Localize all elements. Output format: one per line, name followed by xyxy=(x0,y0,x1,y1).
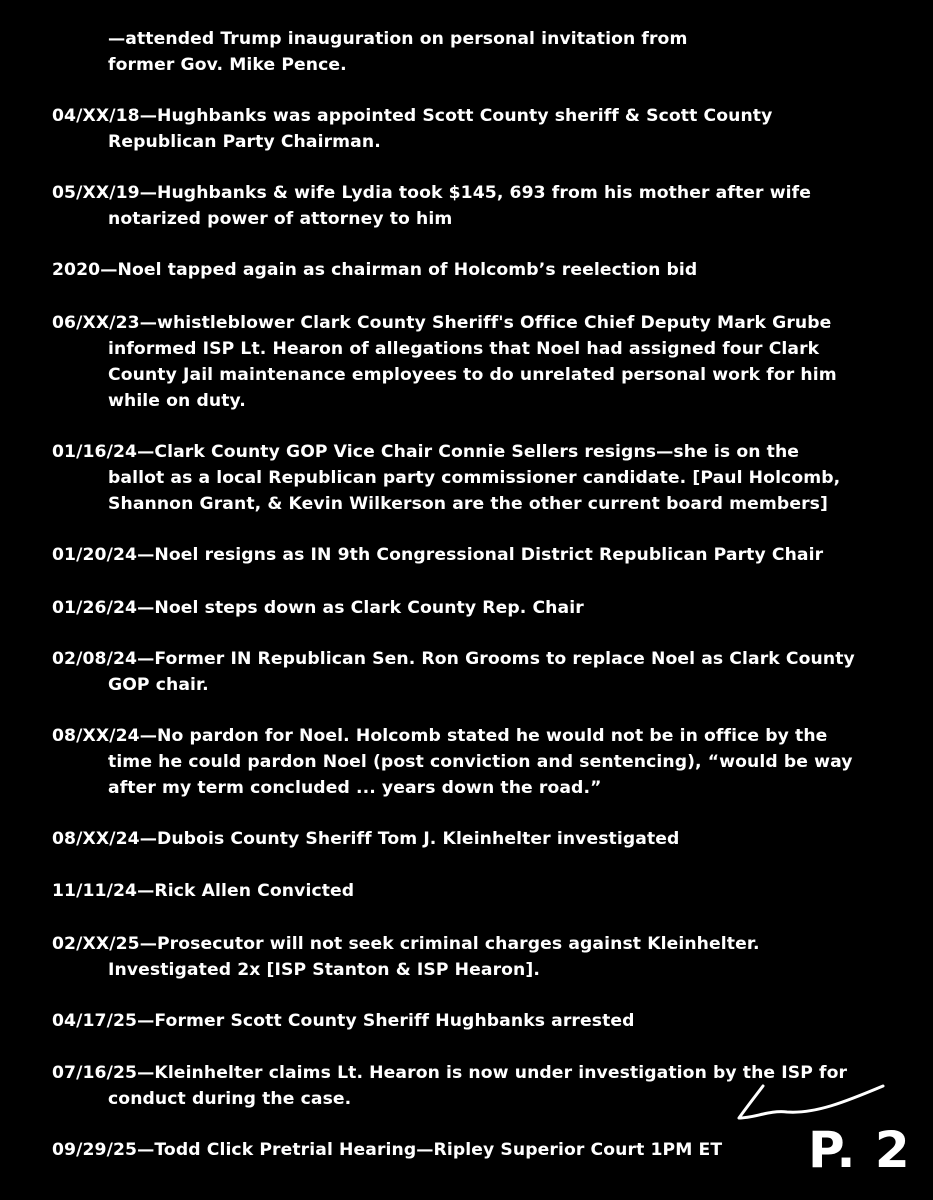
entry-line: 2020—Noel tapped again as chairman of Holcomb’s reelection bid xyxy=(52,260,698,280)
timeline-entry-06-xx-23 xyxy=(52,310,892,414)
entry-line: 08/XX/24—No pardon for Noel. Holcomb stated he would not be in office by the xyxy=(52,726,828,746)
entry-line: County Jail maintenance employees to do unrelated personal work for him xyxy=(108,365,837,385)
entry-line: 07/16/25—Kleinhelter claims Lt. Hearon is now under investigation by the ISP for xyxy=(52,1063,848,1083)
entry-line: GOP chair. xyxy=(108,675,209,695)
timeline-entry-09-29-25 xyxy=(52,1137,892,1163)
timeline-entry-02-xx-25 xyxy=(52,931,892,983)
entry-line: 11/11/24—Rick Allen Convicted xyxy=(52,881,355,901)
timeline-entry-08-xx-24-pardon xyxy=(52,723,892,801)
entry-line: 09/29/25—Todd Click Pretrial Hearing—Ripley Superior Court 1PM ET xyxy=(52,1140,723,1160)
entry-line: informed ISP Lt. Hearon of allegations that Noel had assigned four Clark xyxy=(108,339,820,359)
entry-line: notarized power of attorney to him xyxy=(108,209,453,229)
entry-line: 01/20/24—Noel resigns as IN 9th Congressional District Republican Party Chair xyxy=(52,545,824,565)
entry-line: conduct during the case. xyxy=(108,1089,352,1109)
entry-line: ballot as a local Republican party commissioner candidate. [Paul Holcomb, xyxy=(108,468,841,488)
entry-line: time he could pardon Noel (post conviction and sentencing), “would be way xyxy=(108,752,853,772)
entry-line: Shannon Grant, & Kevin Wilkerson are the other current board members] xyxy=(108,494,828,514)
entry-line: Republican Party Chairman. xyxy=(108,132,381,152)
timeline-entry-inauguration xyxy=(52,26,892,78)
timeline-entry-04-17-25 xyxy=(52,1008,892,1034)
timeline-entry-01-20-24 xyxy=(52,542,892,568)
timeline-entry-04-xx-18 xyxy=(52,103,892,155)
entry-line: 01/26/24—Noel steps down as Clark County Rep. Chair xyxy=(52,598,584,618)
entry-line: former Gov. Mike Pence. xyxy=(108,55,347,75)
entry-line: 08/XX/24—Dubois County Sheriff Tom J. Kleinhelter investigated xyxy=(52,829,680,849)
entry-line: 02/08/24—Former IN Republican Sen. Ron Grooms to replace Noel as Clark County xyxy=(52,649,855,669)
entry-line: —attended Trump inauguration on personal invitation from xyxy=(108,29,688,49)
entry-line: 04/XX/18—Hughbanks was appointed Scott County sheriff & Scott County xyxy=(52,106,773,126)
timeline-entry-02-08-24 xyxy=(52,646,892,698)
entry-line: after my term concluded ... years down the road.” xyxy=(108,778,602,798)
timeline-entry-05-xx-19 xyxy=(52,180,892,232)
timeline-entry-08-xx-24-investigated xyxy=(52,826,892,852)
entry-line: 02/XX/25—Prosecutor will not seek criminal charges against Kleinhelter. xyxy=(52,934,760,954)
entry-line: 06/XX/23—whistleblower Clark County Sheriff's Office Chief Deputy Mark Grube xyxy=(52,313,832,333)
timeline-entry-2020 xyxy=(52,257,892,283)
entry-line: while on duty. xyxy=(108,391,246,411)
timeline-entry-01-16-24 xyxy=(52,439,892,517)
entry-line: 05/XX/19—Hughbanks & wife Lydia took $145, 693 from his mother after wife xyxy=(52,183,811,203)
entry-line: Investigated 2x [ISP Stanton & ISP Hearon]. xyxy=(108,960,540,980)
entry-line: 04/17/25—Former Scott County Sheriff Hughbanks arrested xyxy=(52,1011,635,1031)
timeline-entry-11-11-24 xyxy=(52,878,892,904)
entry-line: 01/16/24—Clark County GOP Vice Chair Connie Sellers resigns—she is on the xyxy=(52,442,800,462)
page-number: P. 2 xyxy=(808,1121,911,1179)
timeline-entry-01-26-24 xyxy=(52,595,892,621)
